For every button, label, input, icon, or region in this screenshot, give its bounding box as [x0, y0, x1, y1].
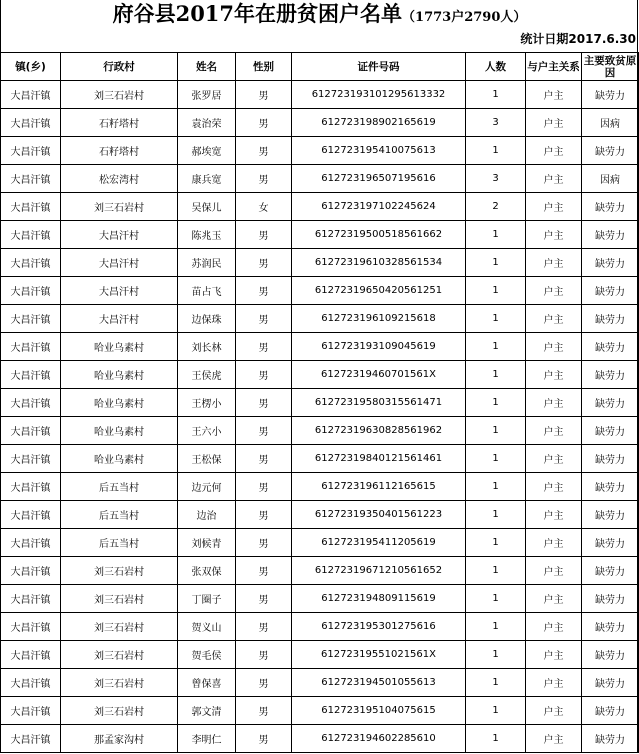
cell-town: 大昌汗镇	[1, 193, 61, 221]
cell-id-number: 612723194809115619	[292, 585, 466, 613]
cell-id-number: 612723196109215618	[292, 305, 466, 333]
cell-reason: 缺劳力	[582, 333, 639, 361]
cell-count: 1	[466, 361, 526, 389]
cell-name: 郝埃宽	[178, 137, 236, 165]
cell-count: 1	[466, 81, 526, 109]
table-row	[1, 613, 639, 641]
cell-count: 1	[466, 557, 526, 585]
cell-count: 3	[466, 165, 526, 193]
cell-name: 王侯虎	[178, 361, 236, 389]
table-row	[1, 557, 639, 585]
cell-gender: 男	[236, 445, 292, 473]
cell-id-number: 61272319350401561223	[292, 501, 466, 529]
cell-reason: 缺劳力	[582, 137, 639, 165]
cell-count: 1	[466, 725, 526, 753]
cell-village: 刘三石岩村	[61, 193, 178, 221]
cell-village: 后五当村	[61, 529, 178, 557]
cell-id-number: 612723194602285610	[292, 725, 466, 753]
cell-count: 2	[466, 193, 526, 221]
table-row	[1, 277, 639, 305]
cell-gender: 男	[236, 333, 292, 361]
header-town: 镇(乡)	[1, 53, 61, 81]
table-row	[1, 697, 639, 725]
table-row	[1, 585, 639, 613]
cell-village: 石籽塔村	[61, 109, 178, 137]
cell-relation: 户主	[526, 641, 582, 669]
cell-count: 1	[466, 613, 526, 641]
table-header-row	[1, 53, 639, 81]
cell-gender: 女	[236, 193, 292, 221]
cell-gender: 男	[236, 641, 292, 669]
cell-relation: 户主	[526, 501, 582, 529]
cell-village: 那孟家沟村	[61, 725, 178, 753]
document-title	[0, 0, 639, 28]
cell-count: 1	[466, 445, 526, 473]
cell-village: 刘三石岩村	[61, 585, 178, 613]
cell-village: 大昌汗村	[61, 305, 178, 333]
cell-count: 1	[466, 417, 526, 445]
cell-count: 1	[466, 305, 526, 333]
cell-relation: 户主	[526, 305, 582, 333]
table-row	[1, 221, 639, 249]
cell-name: 贺义山	[178, 613, 236, 641]
cell-name: 王楞小	[178, 389, 236, 417]
cell-relation: 户主	[526, 557, 582, 585]
cell-reason: 缺劳力	[582, 305, 639, 333]
cell-name: 苗占飞	[178, 277, 236, 305]
cell-reason: 缺劳力	[582, 193, 639, 221]
table-row	[1, 529, 639, 557]
cell-town: 大昌汗镇	[1, 557, 61, 585]
cell-town: 大昌汗镇	[1, 697, 61, 725]
cell-relation: 户主	[526, 585, 582, 613]
cell-name: 康兵宽	[178, 165, 236, 193]
cell-town: 大昌汗镇	[1, 361, 61, 389]
table-row	[1, 641, 639, 669]
cell-count: 1	[466, 249, 526, 277]
cell-id-number: 61272319610328561534	[292, 249, 466, 277]
cell-village: 后五当村	[61, 473, 178, 501]
cell-town: 大昌汗镇	[1, 137, 61, 165]
cell-village: 哈业乌素村	[61, 445, 178, 473]
cell-id-number: 612723195104075615	[292, 697, 466, 725]
table-row	[1, 165, 639, 193]
cell-town: 大昌汗镇	[1, 473, 61, 501]
cell-gender: 男	[236, 81, 292, 109]
cell-name: 李明仁	[178, 725, 236, 753]
cell-village: 大昌汗村	[61, 249, 178, 277]
cell-gender: 男	[236, 389, 292, 417]
table-row	[1, 81, 639, 109]
table-row	[1, 305, 639, 333]
cell-gender: 男	[236, 109, 292, 137]
cell-relation: 户主	[526, 529, 582, 557]
cell-reason: 缺劳力	[582, 417, 639, 445]
cell-relation: 户主	[526, 249, 582, 277]
cell-count: 1	[466, 529, 526, 557]
cell-id-number: 61272319840121561461	[292, 445, 466, 473]
cell-relation: 户主	[526, 277, 582, 305]
cell-relation: 户主	[526, 417, 582, 445]
poverty-household-table	[0, 52, 639, 753]
table-row	[1, 417, 639, 445]
cell-reason: 缺劳力	[582, 81, 639, 109]
cell-relation: 户主	[526, 613, 582, 641]
cell-id-number: 612723194501055613	[292, 669, 466, 697]
cell-village: 哈业乌素村	[61, 417, 178, 445]
cell-town: 大昌汗镇	[1, 445, 61, 473]
table-row	[1, 361, 639, 389]
cell-village: 大昌汗村	[61, 277, 178, 305]
cell-reason: 因病	[582, 165, 639, 193]
table-row	[1, 389, 639, 417]
cell-town: 大昌汗镇	[1, 249, 61, 277]
cell-relation: 户主	[526, 165, 582, 193]
table-row	[1, 725, 639, 753]
table-row	[1, 249, 639, 277]
table-row	[1, 501, 639, 529]
cell-relation: 户主	[526, 445, 582, 473]
cell-village: 刘三石岩村	[61, 557, 178, 585]
header-village: 行政村	[61, 53, 178, 81]
cell-village: 哈业乌素村	[61, 333, 178, 361]
cell-town: 大昌汗镇	[1, 529, 61, 557]
cell-name: 丁圈子	[178, 585, 236, 613]
table-row	[1, 333, 639, 361]
cell-name: 曾保喜	[178, 669, 236, 697]
cell-id-number: 61272319650420561251	[292, 277, 466, 305]
cell-name: 边元何	[178, 473, 236, 501]
cell-reason: 缺劳力	[582, 389, 639, 417]
cell-name: 王六小	[178, 417, 236, 445]
cell-id-number: 612723197102245624	[292, 193, 466, 221]
cell-name: 刘候青	[178, 529, 236, 557]
title-sub: （1773户2790人）	[402, 10, 527, 25]
cell-name: 苏润民	[178, 249, 236, 277]
cell-reason: 缺劳力	[582, 529, 639, 557]
cell-village: 哈业乌素村	[61, 389, 178, 417]
table-row	[1, 473, 639, 501]
cell-reason: 缺劳力	[582, 557, 639, 585]
cell-count: 1	[466, 501, 526, 529]
cell-town: 大昌汗镇	[1, 305, 61, 333]
cell-relation: 户主	[526, 361, 582, 389]
cell-reason: 缺劳力	[582, 641, 639, 669]
cell-id-number: 612723195411205619	[292, 529, 466, 557]
cell-gender: 男	[236, 249, 292, 277]
cell-count: 1	[466, 137, 526, 165]
cell-reason: 缺劳力	[582, 473, 639, 501]
cell-town: 大昌汗镇	[1, 221, 61, 249]
cell-village: 松宏湾村	[61, 165, 178, 193]
cell-id-number: 61272319630828561962	[292, 417, 466, 445]
cell-gender: 男	[236, 221, 292, 249]
cell-town: 大昌汗镇	[1, 641, 61, 669]
cell-gender: 男	[236, 529, 292, 557]
cell-town: 大昌汗镇	[1, 109, 61, 137]
cell-relation: 户主	[526, 81, 582, 109]
cell-village: 石籽塔村	[61, 137, 178, 165]
cell-id-number: 612723195410075613	[292, 137, 466, 165]
cell-id-number: 612723196112165615	[292, 473, 466, 501]
header-count: 人数	[466, 53, 526, 81]
cell-relation: 户主	[526, 669, 582, 697]
cell-reason: 缺劳力	[582, 697, 639, 725]
table-row	[1, 109, 639, 137]
cell-relation: 户主	[526, 137, 582, 165]
cell-gender: 男	[236, 697, 292, 725]
cell-id-number: 612723193101295613332	[292, 81, 466, 109]
cell-name: 张罗居	[178, 81, 236, 109]
cell-village: 大昌汗村	[61, 221, 178, 249]
cell-town: 大昌汗镇	[1, 81, 61, 109]
cell-gender: 男	[236, 473, 292, 501]
cell-town: 大昌汗镇	[1, 165, 61, 193]
cell-id-number: 61272319460701561X	[292, 361, 466, 389]
cell-town: 大昌汗镇	[1, 389, 61, 417]
cell-id-number: 612723193109045619	[292, 333, 466, 361]
cell-town: 大昌汗镇	[1, 417, 61, 445]
cell-gender: 男	[236, 613, 292, 641]
cell-gender: 男	[236, 417, 292, 445]
cell-reason: 缺劳力	[582, 221, 639, 249]
cell-count: 1	[466, 697, 526, 725]
cell-count: 1	[466, 669, 526, 697]
cell-gender: 男	[236, 165, 292, 193]
cell-gender: 男	[236, 669, 292, 697]
cell-reason: 缺劳力	[582, 249, 639, 277]
table-row	[1, 193, 639, 221]
cell-village: 后五当村	[61, 501, 178, 529]
cell-relation: 户主	[526, 109, 582, 137]
cell-reason: 缺劳力	[582, 613, 639, 641]
cell-count: 1	[466, 641, 526, 669]
cell-count: 3	[466, 109, 526, 137]
cell-count: 1	[466, 333, 526, 361]
cell-town: 大昌汗镇	[1, 613, 61, 641]
cell-id-number: 612723196507195616	[292, 165, 466, 193]
cell-village: 刘三石岩村	[61, 669, 178, 697]
cell-id-number: 61272319551021561X	[292, 641, 466, 669]
cell-count: 1	[466, 221, 526, 249]
cell-town: 大昌汗镇	[1, 333, 61, 361]
cell-village: 哈业乌素村	[61, 361, 178, 389]
cell-relation: 户主	[526, 221, 582, 249]
cell-name: 刘长林	[178, 333, 236, 361]
cell-reason: 因病	[582, 109, 639, 137]
cell-name: 张双保	[178, 557, 236, 585]
cell-reason: 缺劳力	[582, 361, 639, 389]
cell-town: 大昌汗镇	[1, 277, 61, 305]
cell-name: 边保珠	[178, 305, 236, 333]
cell-town: 大昌汗镇	[1, 501, 61, 529]
cell-village: 刘三石岩村	[61, 613, 178, 641]
cell-count: 1	[466, 277, 526, 305]
header-relation: 与户主关系	[526, 53, 582, 81]
cell-count: 1	[466, 585, 526, 613]
cell-count: 1	[466, 389, 526, 417]
cell-name: 边治	[178, 501, 236, 529]
cell-reason: 缺劳力	[582, 725, 639, 753]
cell-name: 吴保儿	[178, 193, 236, 221]
header-reason: 主要致贫原因	[582, 53, 639, 81]
cell-gender: 男	[236, 557, 292, 585]
header-id-number: 证件号码	[292, 53, 466, 81]
table-row	[1, 669, 639, 697]
table-row	[1, 137, 639, 165]
cell-reason: 缺劳力	[582, 585, 639, 613]
cell-name: 郭文清	[178, 697, 236, 725]
cell-relation: 户主	[526, 725, 582, 753]
cell-gender: 男	[236, 501, 292, 529]
cell-village: 刘三石岩村	[61, 641, 178, 669]
title-main: 府谷县2017年在册贫困户名单	[112, 1, 403, 26]
cell-id-number: 612723198902165619	[292, 109, 466, 137]
cell-gender: 男	[236, 305, 292, 333]
cell-name: 袁治荣	[178, 109, 236, 137]
cell-relation: 户主	[526, 193, 582, 221]
cell-id-number: 61272319500518561662	[292, 221, 466, 249]
cell-gender: 男	[236, 361, 292, 389]
cell-reason: 缺劳力	[582, 669, 639, 697]
stat-date: 统计日期2017.6.30	[520, 32, 636, 46]
cell-relation: 户主	[526, 473, 582, 501]
cell-relation: 户主	[526, 333, 582, 361]
cell-name: 贺毛侯	[178, 641, 236, 669]
cell-village: 刘三石岩村	[61, 697, 178, 725]
cell-gender: 男	[236, 277, 292, 305]
cell-reason: 缺劳力	[582, 445, 639, 473]
cell-name: 王松保	[178, 445, 236, 473]
cell-town: 大昌汗镇	[1, 725, 61, 753]
cell-count: 1	[466, 473, 526, 501]
header-name: 姓名	[178, 53, 236, 81]
cell-id-number: 61272319580315561471	[292, 389, 466, 417]
cell-gender: 男	[236, 585, 292, 613]
cell-gender: 男	[236, 725, 292, 753]
cell-town: 大昌汗镇	[1, 585, 61, 613]
cell-id-number: 61272319671210561652	[292, 557, 466, 585]
cell-relation: 户主	[526, 697, 582, 725]
cell-relation: 户主	[526, 389, 582, 417]
cell-id-number: 612723195301275616	[292, 613, 466, 641]
table-row	[1, 445, 639, 473]
cell-name: 陈兆玉	[178, 221, 236, 249]
cell-town: 大昌汗镇	[1, 669, 61, 697]
cell-reason: 缺劳力	[582, 501, 639, 529]
header-gender: 性别	[236, 53, 292, 81]
cell-reason: 缺劳力	[582, 277, 639, 305]
cell-village: 刘三石岩村	[61, 81, 178, 109]
cell-gender: 男	[236, 137, 292, 165]
